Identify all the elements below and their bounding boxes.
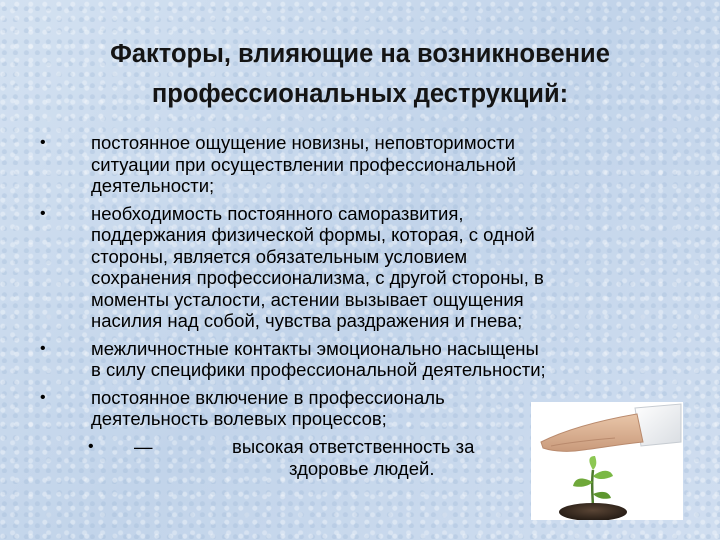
bullet-line: деятельности;	[91, 175, 215, 196]
hand-seedling-icon	[531, 402, 683, 520]
bullet-text	[91, 132, 691, 197]
bullet-icon: •	[40, 134, 46, 151]
bullet-icon: •	[40, 388, 46, 406]
bullet-icon: •	[40, 204, 46, 222]
bullet-text	[91, 338, 691, 381]
bullet-icon: •	[40, 339, 46, 357]
bullet-line: высокая ответственность за	[232, 435, 475, 457]
title-line-2: профессиональных деструкций:	[151, 80, 569, 108]
bullet-item-self-development	[0, 203, 720, 332]
title-line-1: Факторы, влияющие на возникновение	[110, 40, 610, 68]
bullet-line: здоровье людей.	[289, 457, 435, 479]
bullet-line: межличностные контакты эмоционально насыщены	[91, 337, 539, 359]
bullet-text	[91, 203, 691, 332]
hand-sheltering-seedling-image	[531, 402, 683, 520]
bullet-line: сохранения профессионализма, с другой стороны, в	[91, 267, 544, 288]
bullet-line: ситуации при осуществлении профессиональной	[91, 153, 517, 175]
bullet-line: стороны, является обязательным условием	[91, 245, 468, 267]
bullet-item-interpersonal	[0, 338, 720, 381]
bullet-line: поддержания физической формы, которая, с одной	[91, 224, 535, 245]
bullet-line: постоянное ощущение новизны, неповторимости	[91, 132, 515, 153]
bullet-line: постоянное включение в профессиональ	[91, 386, 445, 408]
bullet-line: моменты усталости, астении вызывает ощущения	[91, 288, 524, 310]
bullet-line: в силу специфики профессиональной деятельности;	[91, 359, 546, 380]
bullet-line: деятельность волевых процессов;	[91, 408, 387, 429]
bullet-icon: •	[88, 437, 94, 455]
dash-mark: —	[134, 435, 153, 457]
bullet-line: необходимость постоянного саморазвития,	[91, 202, 464, 224]
bullet-line: насилия над собой, чувства раздражения и гнева;	[91, 310, 523, 331]
slide-title	[0, 34, 720, 114]
bullet-item-novelty	[0, 132, 720, 197]
